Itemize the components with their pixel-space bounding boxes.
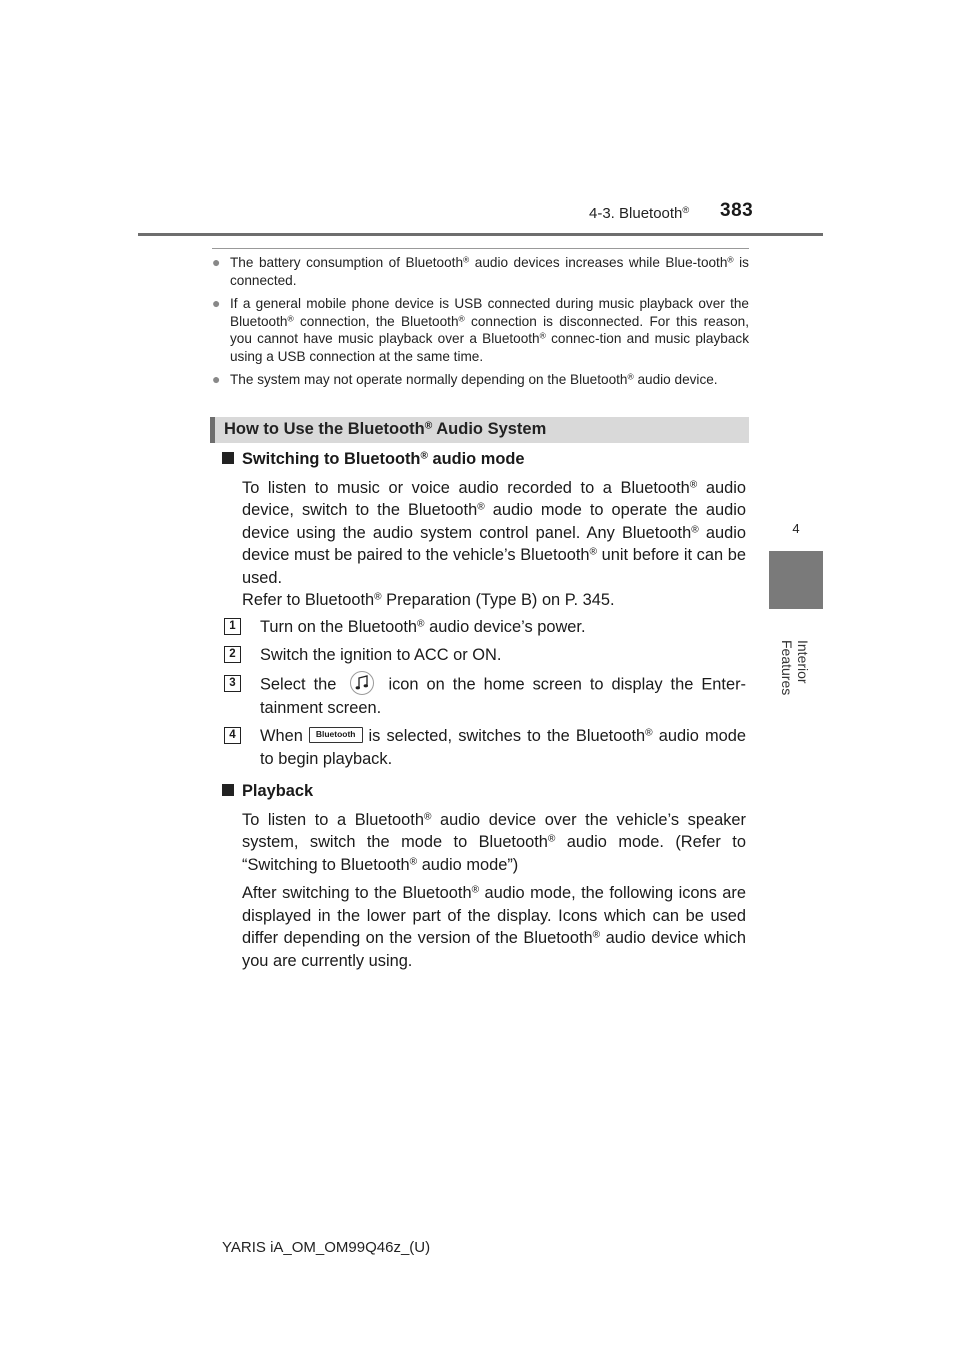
step-number: 4 <box>224 727 241 744</box>
note-item: ● The system may not operate normally depending on the Bluetooth® audio device. <box>212 371 718 387</box>
chapter-number: 4 <box>792 521 800 536</box>
notes-list <box>212 254 749 395</box>
step-number: 3 <box>224 675 241 692</box>
subheading-playback: Playback <box>222 780 746 803</box>
step-item: 2 Switch the ignition to ACC or ON. <box>260 644 746 667</box>
step-item: 3 Select the icon on the home screen to display the Enter-tainment screen. <box>260 673 746 720</box>
square-bullet-icon <box>222 452 234 464</box>
step-number: 2 <box>224 646 241 663</box>
page-number: 383 <box>720 200 754 221</box>
bluetooth-key-icon: Bluetooth <box>309 727 363 743</box>
playback-p1: To listen to a Bluetooth® audio device over the vehicle’s speaker system, switch the mode to Bluetooth® audio mode. (Refer to “Switching to Bluetooth® audio mode”) <box>242 810 746 874</box>
switching-refer: Refer to Bluetooth® Preparation (Type B) on P. 345. <box>242 591 615 609</box>
footer-doc-id: YARIS iA_OM_OM99Q46z_(U) <box>222 1239 431 1256</box>
chapter-tab <box>769 551 823 609</box>
switching-intro: To listen to music or voice audio recorded to a Bluetooth® audio device, switch to the Bluetooth® audio mode to operate the audio device using the audio system control panel. Any Bluetooth® audio device must be paired to the vehicle’s Bluetooth® unit before it can be used. <box>242 478 746 587</box>
header-rule <box>138 233 823 236</box>
step-item: 4 When Bluetooth is selected, switches to the Bluetooth® audio mode to begin playback. <box>260 725 746 770</box>
chapter-label: Interior Features <box>779 640 811 696</box>
section-heading: How to Use the Bluetooth® Audio System <box>224 420 547 438</box>
bullet-icon: ● <box>212 254 221 270</box>
body-content <box>222 448 746 978</box>
note-item: ● The battery consumption of Bluetooth® audio devices increases while Blue-tooth® is connected. <box>212 254 749 288</box>
playback-p2: After switching to the Bluetooth® audio mode, the following icons are displayed in the lower part of the display. Icons which can be used differ depending on the version of the Bluetooth® audio device which you are currently using. <box>242 884 746 970</box>
step-item: 1 Turn on the Bluetooth® audio device’s power. <box>260 616 746 639</box>
bullet-icon: ● <box>212 295 221 311</box>
step-number: 1 <box>224 618 241 635</box>
bullet-icon: ● <box>212 371 221 387</box>
subheading-switching: Switching to Bluetooth® audio mode <box>222 448 746 471</box>
square-bullet-icon <box>222 784 234 796</box>
running-header-section: 4-3. Bluetooth® <box>589 204 690 222</box>
music-note-icon <box>350 671 374 695</box>
notes-top-rule <box>212 248 749 249</box>
note-item: ● If a general mobile phone device is USB connected during music playback over the Bluetooth® connection, the Bluetooth® connection is disconnected. For this reason, you cannot have music playback over a Bluetooth® connec-tion and music playback using a USB connection at the same time. <box>212 295 749 364</box>
